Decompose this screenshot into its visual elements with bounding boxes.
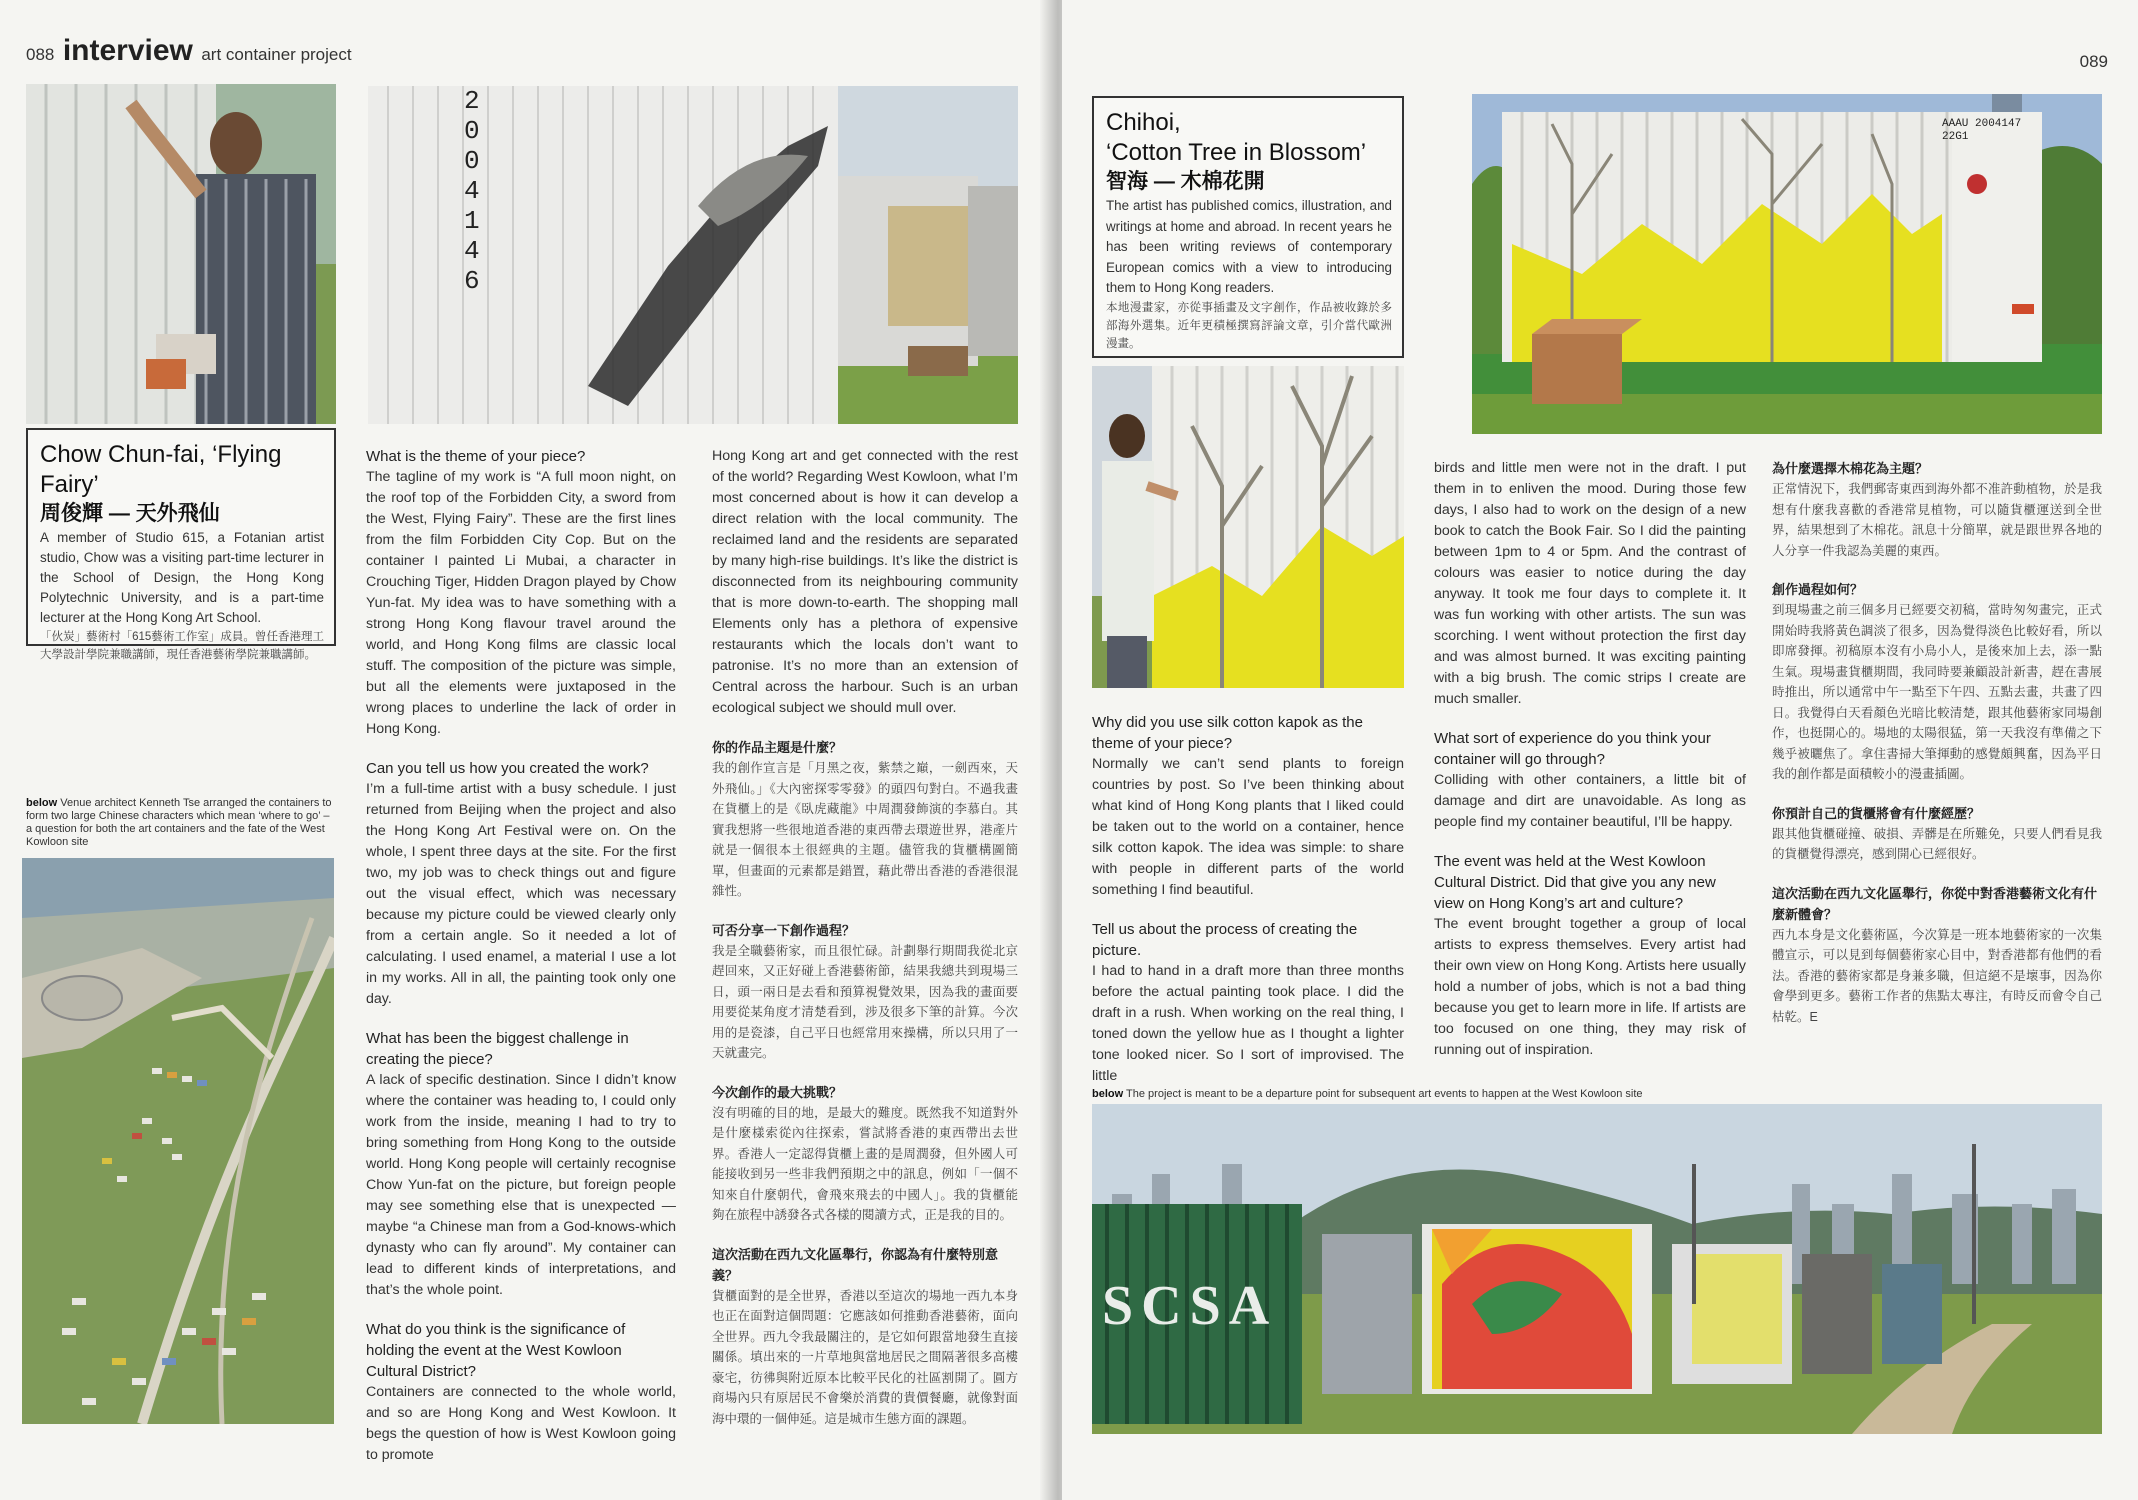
- answer-creating-picture-continued: birds and little men were not in the draft. I put them in to enliven the mood. During those few days, I also had to work on the design of a new book to catch the Book Fair. So I did the painting between 1pm to 4 or 5pm. And the contrast of colours was easier to notice during the day anyway. It took me four days to complete it. It was fun working with other artists. The sun was scorching. I went without protection the first day and was almost burned. It was exciting painting with a big brush. The comic strips I create are much smaller.: [1434, 460, 1746, 707]
- interview-column-3: [1092, 712, 1404, 1087]
- answer-process-zh: 我是全職藝術家，而且很忙碌。計劃舉行期間我從北京趕回來，又正好碰上香港藝術節，結果我總共到現場三日，頭一兩日是去看和預算視覺效果，因為我的畫面要用要從某角度才清楚看到，涉及很多下筆的計算。今次用的是瓷漆，自己平日也經常用來操構，所以只用了一天就畫完。: [712, 943, 1018, 1060]
- right-page: [1062, 0, 2138, 1500]
- question-significance: What do you think is the significance of holding the event at the West Kowloon Cultural District?: [366, 1321, 626, 1380]
- question-new-view-zh: 這次活動在西九文化區舉行，你從中對香港藝術文化有什麼新體會？: [1772, 885, 2098, 922]
- question-significance-zh: 這次活動在西九文化區舉行，你認為有什麼特別意義？: [712, 1246, 999, 1283]
- bottom-caption-lead: below: [1092, 1088, 1124, 1100]
- question-challenge: What has been the biggest challenge in creating the piece?: [366, 1030, 629, 1068]
- question-process-zh-right: 創作過程如何？: [1772, 582, 1864, 597]
- answer-creating-picture: I had to hand in a draft more than three months before the actual painting took place. I did the draft in a rush. When working on the real thing, I toned down the yellow hue as I thought a lighter tone looked nicer. So I sort of improvised. The little: [1092, 963, 1404, 1084]
- aerial-site-photo: [22, 858, 334, 1424]
- interview-column-4: [1434, 458, 1746, 1061]
- question-experience-zh: 你預計自己的貨櫃將會有什麼經歷？: [1772, 805, 1981, 821]
- artist-profile-box-right: [1092, 96, 1404, 358]
- interview-column-5-zh: [1772, 458, 2102, 1027]
- artist-bio-zh-right: 本地漫畫家，亦從事插畫及文字創作，作品被收錄於多部海外選集。近年更積極撰寫評論文章，引介當代歐洲漫畫。: [1106, 301, 1392, 350]
- answer-kapok: Normally we can’t send plants to foreign countries by post. So I’ve been thinking about what kind of Hong Kong plants that I liked could be taken out to the world on a container, hence silk cotton kapok. The idea was simple: to share with people in different parts of the world something I find beautiful.: [1092, 756, 1404, 898]
- answer-challenge: A lack of specific destination. Since I didn’t know where the container was heading to, I could only work from the inside, meaning I had to try to bring something from Hong Kong to the outside world. Hong Kong people will certainly recognise Chow Yun-fat on the picture, but foreign people may see something else that is unexpected — maybe “a Chinese man from a God-knows-which dynasty who can fly around”. My container can lead to different kinds of interpretations, and that’s the whole point.: [366, 1072, 676, 1298]
- west-kowloon-panorama-photo: [1092, 1104, 2102, 1434]
- question-creating-picture: Tell us about the process of creating the picture.: [1092, 921, 1358, 959]
- section-subtitle: art container project: [201, 45, 352, 64]
- artist-bio-zh: 「伙炭」藝術村「615藝術工作室」成員。曾任香港理工大學設計學院兼職講師，現任香港藝術學院兼職講師。: [40, 631, 324, 661]
- answer-process: I’m a full-time artist with a busy schedule. I just returned from Beijing when the project and also the Hong Kong Art Festival were on. On the whole, I spent three days at the site. For the first two, my job was to check things out and figure out the visual effect, which was necessary because my picture could be viewed clearly only from a certain angle. So it needed a lot of calculating. I used enamel, a material I use a lot in my works. All in all, the painting took only one day.: [366, 781, 676, 1007]
- question-theme-zh: 你的作品主題是什麼？: [712, 740, 843, 755]
- interview-column-2: [712, 446, 1018, 1429]
- question-new-view: The event was held at the West Kowloon Cultural District. Did that give you any new view on Hong Kong’s art and culture?: [1434, 853, 1716, 912]
- answer-challenge-zh: 沒有明確的目的地，是最大的難度。既然我不知道對外是什麼樣索從內往探索，嘗試將香港的東西帶出去世界。香港人一定認得貨櫃上畫的是周潤發，但外國人可能接收到另一些非我們預期之中的訊息，例如「一個不知來自什麼朝代，會飛來飛去的中國人」。我的貨櫃能夠在旅程中誘發各式各樣的閱讀方式，正是我的目的。: [712, 1105, 1018, 1222]
- answer-significance-continued: Hong Kong art and get connected with the rest of the world? Regarding West Kowloon, what I’m most concerned about is how it can develop a direct relation with the local community. The reclaimed land and the residents are separated by many high-rise buildings. It’s like the district is disconnected from its neighbouring community that is more down-to-earth. The shopping mall Elements only has a plethora of expensive restaurants which the locals don’t want to patronise. It’s no more than an extension of Central across the harbour. Such is an urban ecological subject we should mull over.: [712, 448, 1018, 716]
- container-code-label: AAAU 2004147 22G1: [1942, 118, 2022, 143]
- artist-name-zh: 周俊輝 — 天外飛仙: [40, 502, 220, 525]
- answer-significance: Containers are connected to the whole world, and so are Hong Kong and West Kowloon. It begs the question of how is West Kowloon going to promote: [366, 1384, 676, 1463]
- artist-name-zh-right: 智海 — 木棉花開: [1106, 170, 1265, 193]
- artist-work-title: ‘Cotton Tree in Blossom’: [1106, 139, 1367, 166]
- left-page: [0, 0, 1058, 1500]
- section-title: interview: [62, 34, 193, 67]
- answer-new-view-zh: 西九本身是文化藝術區，今次算是一班本地藝術家的一次集體宣示，可以見到每個藝術家心目中，對香港都有他們的看法。香港的藝術家都是身兼多職，但這絕不是壞事，因為你會學到更多。藝術工作者的焦點太專注，有時反而會令自己枯乾。E: [1772, 927, 2102, 1024]
- page-number-right: 089: [2079, 52, 2108, 71]
- artist-name: Chow Chun-fai, ‘Flying Fairy’: [40, 441, 282, 498]
- question-kapok-zh: 為什麼選擇木棉花為主題？: [1772, 461, 1929, 476]
- artist-profile-box: [26, 428, 336, 661]
- flying-fairy-container-photo: [368, 86, 1018, 424]
- scsa-container-lettering: SCSA: [1102, 1275, 1278, 1337]
- question-kapok: Why did you use silk cotton kapok as the theme of your piece?: [1092, 714, 1363, 752]
- question-experience: What sort of experience do you think your container will go through?: [1434, 730, 1711, 768]
- question-challenge-zh: 今次創作的最大挑戰？: [712, 1084, 843, 1100]
- page-number: 088: [26, 45, 55, 64]
- answer-experience: Colliding with other containers, a little bit of damage and dirt are unavoidable. As long as people find my container beautiful, I’ll be happy.: [1434, 772, 1746, 830]
- aerial-photo-caption: [26, 797, 336, 849]
- artist-bio-right: The artist has published comics, illustration, and writings at home and abroad. In recent years he has been writing reviews of contemporary European comics with a view to introducing them to Hong Kong readers.: [1106, 198, 1392, 295]
- question-theme: What is the theme of your piece?: [366, 448, 586, 465]
- interview-column-1: [366, 446, 676, 1466]
- answer-significance-zh: 貨櫃面對的是全世界，香港以至這次的場地一西九本身也正在面對這個問題：它應該如何推動香港藝術，面向全世界。西九令我最關注的，是它如何跟當地發生直接關係。填出來的一片草地與當地居民之間隔著很多高樓豪宅，彷彿與附近原本比較平民化的社區割開了。圓方商場內只有原居民不會樂於消費的貴價餐廳，就像對面海中環的一個伸延。這是城市生態方面的課題。: [712, 1288, 1018, 1426]
- page-header: [26, 34, 352, 68]
- artist-painting-tree-photo: [1092, 366, 1404, 688]
- answer-theme: The tagline of my work is “A full moon night, on the roof top of the Forbidden City, a sword from the West, Flying Fairy”. These are the first lines from the film Forbidden City Cop. But on the container I painted Li Mubai, a character in Crouching Tiger, Hidden Dragon played by Chow Yun-fat. My idea was to have something with a strong Hong Kong flavour travel around the world, and Hong Kong films are classic local stuff. The composition of the picture was simple, but all the elements were juxtaposed in the wrong places to underline the lack of order in Hong Kong.: [366, 469, 676, 737]
- cotton-tree-container-photo: [1472, 94, 2102, 434]
- answer-new-view: The event brought together a group of local artists to express themselves. Every artist had their own view on Hong Kong. Artists here usually hold a number of jobs, which is not a bad thing because you get to learn more in life. If artists are too focused on one thing, they may risk of running out of inspiration.: [1434, 916, 1746, 1058]
- question-process-zh: 可否分享一下創作過程？: [712, 922, 856, 938]
- bottom-photo-caption: [1092, 1088, 2102, 1101]
- answer-process-zh-right: 到現場畫之前三個多月已經要交初稿，當時匆匆畫完，正式開始時我將黃色調淡了很多，因為覺得淡色比較好看，所以即席發揮。初稿原本沒有小鳥小人，是後來加上去，添一點生氣。現場畫貨櫃期間，我同時要兼顧設計新書，趕在書展時推出，所以通常中午一點至下午四、五點去畫，共畫了四日。我覺得白天看顏色光暗比較清楚，跟其他藝術家同場創作，也挺開心的。場地的太陽很猛，第一天我沒有準備之下幾乎被曬焦了。拿住書掃大筆揮動的感覺頗興奮，因為平日我的創作都是面積較小的漫畫插圖。: [1772, 603, 2102, 781]
- question-process: Can you tell us how you created the work?: [366, 760, 649, 777]
- caption-lead: below: [26, 797, 58, 809]
- bottom-caption-text: The project is meant to be a departure point for subsequent art events to happen at the West Kowloon site: [1126, 1088, 1643, 1100]
- answer-theme-zh: 我的創作宣言是「月黑之夜，紫禁之巔，一劍西來，天外飛仙。」《大內密探零零發》的頭四句對白。不過我畫在貨櫃上的是《臥虎藏龍》中周潤發飾演的李慕白。其實我想將一些很地道香港的東西帶去環遊世界，港產片就是一個很本土很經典的主題。儘管我的貨櫃構圖簡單，但畫面的元素都是錯置，藉此帶出香港的香港很混雜性。: [712, 761, 1018, 898]
- artist-painting-photo: [26, 84, 336, 424]
- artist-bio: A member of Studio 615, a Fotanian artist studio, Chow was a visiting part-time lecturer in the School of Design, the Hong Kong Polytechnic University, and is a part-time lecturer at the Hong Kong Art School.: [40, 530, 324, 625]
- caption-text: Venue architect Kenneth Tse arranged the containers to form two large Chinese characters which mean ‘where to go’ – a question for both the art containers and the fate of the West Kowloon site: [26, 797, 332, 848]
- answer-kapok-zh: 正常情況下，我們郵寄東西到海外都不准許動植物，於是我想有什麼我喜歡的香港常見植物，可以隨貨櫃運送到全世界，結果想到了木棉花。訊息十分簡單，就是跟世界各地的人分享一件我認為美麗的東西。: [1772, 482, 2102, 558]
- artist-name-right: Chihoi,: [1106, 109, 1181, 136]
- answer-experience-zh: 跟其他貨櫃碰撞、破損、弄髒是在所難免，只要人們看見我的貨櫃覺得漂亮，感到開心已經很好。: [1772, 826, 2102, 861]
- container-code-vertical: 2004146: [464, 86, 480, 296]
